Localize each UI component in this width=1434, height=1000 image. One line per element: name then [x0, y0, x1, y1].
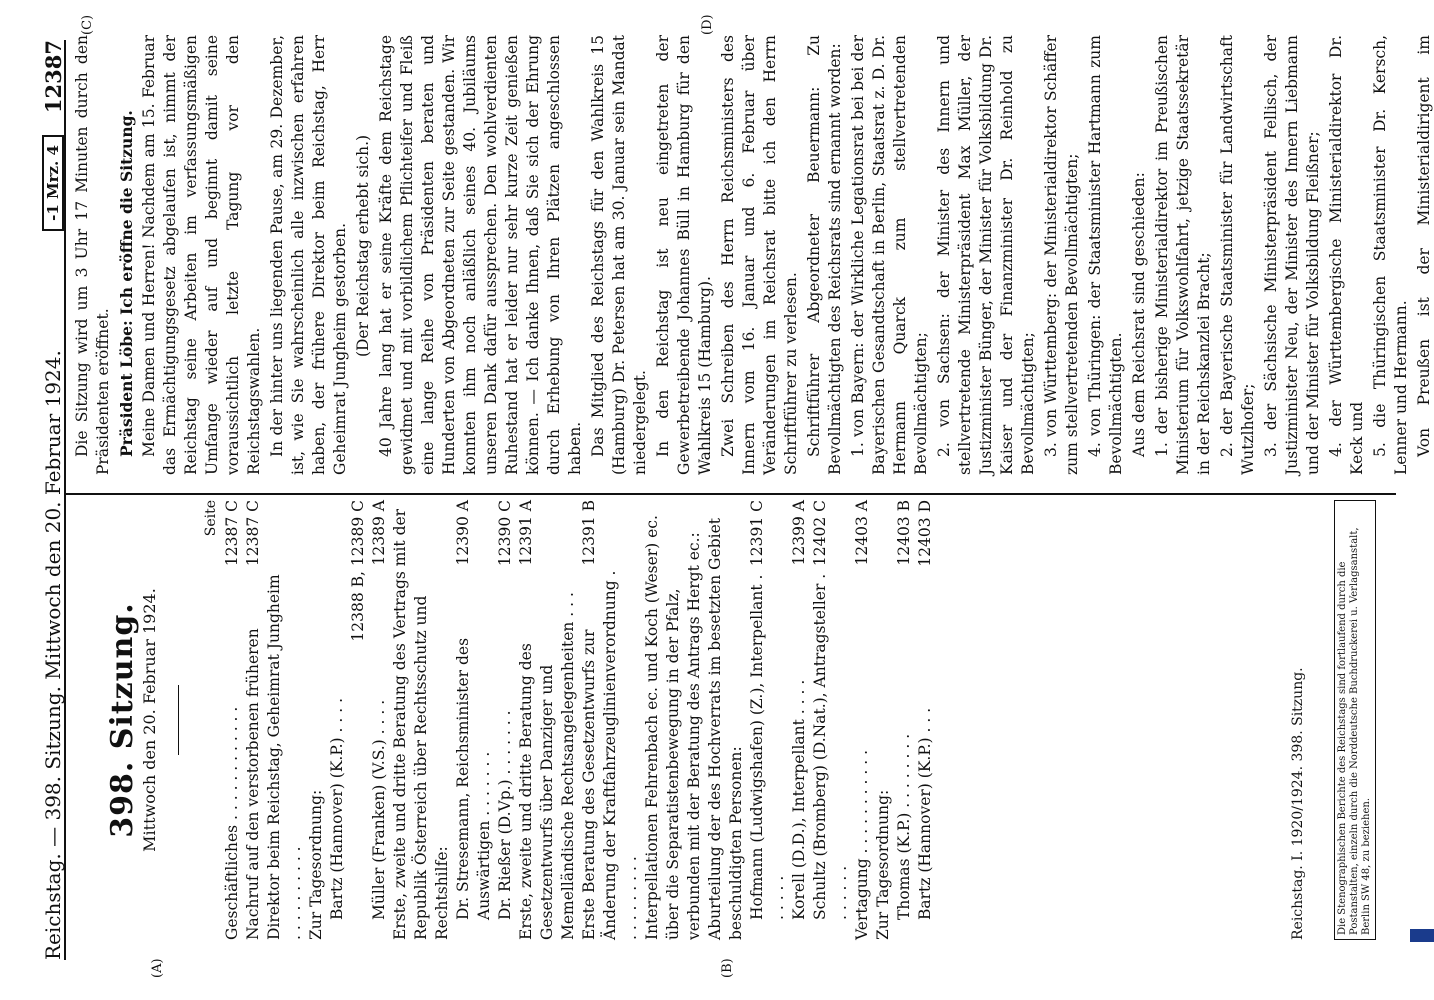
- paragraph: 1. von Bayern: der Wirkliche Legationsrat bei bei der Bayerischen Gesandtschaft in Berlin, Staatsrat z. D. Dr. Hermann Quarck zum stellvertretenden Bevollmächtigten;: [849, 35, 930, 475]
- toc-entry-page: 12388 B, 12389 C: [349, 500, 367, 642]
- toc-entry-text: Zur Tagesordnung:: [307, 789, 325, 940]
- toc-entry: [327, 500, 348, 940]
- toc-entry: [852, 500, 873, 940]
- seite-label: Seite: [203, 500, 219, 537]
- paragraph: 1. der bisherige Ministerialdirektor im Preußischen Ministerium für Volkswohlfahrt, jetzige Staatssekretär in der Reichskanzlei Bracht;: [1153, 35, 1213, 475]
- toc-entry: [369, 500, 390, 940]
- toc-entry: [243, 500, 306, 940]
- paragraph: 40 Jahre lang hat er seine Kräfte dem Reichstage gewidmet und mit vorbildlichem Pflichteifer und Fleiß eine lange Reihe von Präsidenten beraten und Hunderten von Abgeordneten zur Seite gestanden. Wir konnten ihm noch anläßlich seines 40. Jubiläums unseren Dank dafür aussprechen. Den wohlverdienten Ruhestand hat er leider nur sehr kurze Zeit genießen können. — Ich danke Ihnen, daß Sie sich der Ehrung durch Erhebung von Ihren Plätzen angeschlossen haben.: [377, 35, 584, 475]
- toc-entry-text: Hofmann (Ludwigshafen) (Z.), Interpellant . . . . . .: [748, 574, 787, 920]
- toc-entry-text: Interpellationen Fehrenbach ec. und Koch (Weser) ec. über die Separatistenbewegung in der Pfalz, verbunden mit der Beratung des Antrags Hergt ec.: Aburteilung der des Hochverrats im besetzten Gebiet beschuldigten Personen:: [643, 515, 745, 940]
- paragraph: 3. der Sächsische Ministerpräsident Fellisch, der Justizminister Neu, der Minister des Innern Liebmann und der Minister für Volksbildung Fleißner;: [1262, 35, 1322, 475]
- paragraph: Von Preußen ist der Ministerialdirigent im: [1415, 35, 1433, 457]
- toc-entry: [306, 500, 327, 940]
- paragraph: 2. von Sachsen: der Minister des Innern und stellvertretende Ministerpräsident Max Müller, der Justizminister Bünger, der Minister für Volksbildung Dr. Kaiser und der Finanzminister Dr. Reinhold zu Bevollmächtigten;: [935, 35, 1037, 475]
- toc-entry-text: Vertagung . . . . . . . . . . .: [853, 749, 871, 940]
- toc-entry-page: 12389 A: [370, 500, 388, 566]
- toc-entry: [894, 500, 915, 940]
- toc-entry-text: Erste, zweite und dritte Beratung des Vertrags mit der Republik Österreich über Rechtsschutz und Rechtshilfe:: [391, 508, 451, 940]
- toc-entry-text: Bartz (Hannover) (K.P.) . . .: [916, 707, 934, 920]
- toc-entry-page: 12390 C: [496, 500, 514, 567]
- paragraph: Zwei Schreiben des Herrn Reichsministers des Innern vom 16. Januar und 6. Februar über Veränderungen im Reichsrat bitte ich den Herrn Schriftführer zu verlesen.: [719, 35, 800, 475]
- left-footer: [1290, 500, 1376, 940]
- receipt-stamp: -1 Mrz. 4: [42, 135, 64, 231]
- paragraph: Meine Damen und Herren! Nachdem am 15. Februar das Ermächtigungsgesetz abgelaufen ist, nimmt der Reichstag seine Arbeiten im verfassungsmäßigen Umfange wieder auf und beginnt damit seine voraussichtlich letzte Tagung vor den Reichstagswahlen.: [140, 35, 263, 475]
- toc-entry: [453, 500, 495, 940]
- toc-entry-text: Thomas (K.P.) . . . . . . . .: [895, 733, 913, 920]
- header-title: Reichstag. — 398. Sitzung. Mittwoch den 20. Februar 1924.: [41, 350, 65, 960]
- toc-entry-text: Erste Beratung des Gesetzentwurfs zur Änderung der Kraftfahrzeuglinienverordnung . . . . . . . . . .: [580, 570, 640, 940]
- right-column: [72, 35, 1434, 475]
- paragraph: Aus dem Reichsrat sind geschieden:: [1130, 172, 1148, 457]
- margin-mark-a: (A): [150, 958, 165, 978]
- toc-entry-text: Bartz (Hannover) (K.P.) . . . .: [328, 697, 346, 920]
- toc-entry-text: Schultz (Bromberg) (D.Nat.), Antragsteller . . . . . . .: [811, 573, 850, 920]
- paragraph: Das Mitglied des Reichstags für den Wahlkreis 15 (Hamburg) Dr. Petersen hat am 30. Januar sein Mandat niedergelegt.: [589, 35, 649, 475]
- margin-mark-d: (D): [700, 14, 715, 35]
- page-number: 12387: [40, 40, 66, 114]
- session-date: Mittwoch den 20. Februar 1924.: [140, 588, 159, 852]
- toc-entry-text: Korell (D.D.), Interpellant . . . .: [790, 679, 808, 920]
- distribution-note: Die Stenographischen Berichte des Reichstags sind fortlaufend durch die Postanstalten, einzeln durch die Norddeutsche Buchdruckerei u. Verlagsanstalt, Berlin SW 48, zu beziehen.: [1334, 500, 1376, 940]
- toc-entry-text: Geschäftliches . . . . . . . . . . . .: [223, 706, 241, 940]
- toc-entry-page: 12387 C: [223, 500, 241, 567]
- margin-mark-b: (B): [720, 958, 735, 978]
- paragraph: (Der Reichstag erhebt sich.): [354, 134, 372, 358]
- toc-entry-text: Dr. Rießer (D.Vp.) . . . . . . .: [496, 710, 514, 920]
- header-rule: [64, 40, 66, 960]
- footer-line: Reichstag. I. 1920/1924. 398. Sitzung.: [1290, 667, 1306, 940]
- toc-entry: [222, 500, 243, 940]
- toc-entry-page: 12391 C: [748, 500, 766, 567]
- toc-entry-text: Zur Tagesordnung:: [874, 789, 892, 940]
- toc-entry: [390, 500, 453, 940]
- paragraph: In den Reichstag ist neu eingetreten der Gewerbetreibende Johannes Büll in Hamburg für den Wahlkreis 15 (Hamburg).: [654, 35, 714, 475]
- toc-entry: [495, 500, 516, 940]
- toc-entry: [642, 500, 747, 940]
- toc-entry-page: 12399 A: [790, 500, 808, 566]
- toc-entry-page: 12403 A: [853, 500, 871, 566]
- paragraph: In der hinter uns liegenden Pause, am 29. Dezember, ist, wie Sie wahrscheinlich alle inzwischen erfahren haben, der frühere Direktor beim Reichstag, Herr Geheimrat Jungheim gestorben.: [268, 35, 349, 475]
- toc-entry-page: 12391 B: [580, 500, 598, 566]
- toc-entry-page: 12403 B: [895, 500, 913, 566]
- toc-entry: [915, 500, 936, 940]
- toc-entry: [516, 500, 579, 940]
- digitization-sidebar: [1398, 60, 1420, 960]
- toc-entry-text: Dr. Stresemann, Reichsminister des Auswärtigen . . . . . . .: [454, 637, 493, 920]
- paragraph: Schriftführer Abgeordneter Beuermann: Zu Bevollmächtigten des Reichsrats sind ernannt worden:: [805, 35, 844, 475]
- paragraph: 5. die Thüringischen Staatsminister Dr. Kersch, Lenner und Hermann.: [1371, 35, 1410, 475]
- proceedings-text: [72, 35, 1434, 475]
- toc-entry: [873, 500, 894, 940]
- toc-entry: [348, 500, 369, 940]
- margin-mark-c: (C): [80, 14, 95, 35]
- paragraph: 3. von Württemberg: der Ministerialdirektor Schäffer zum stellvertretenden Bevollmächtigten;: [1042, 35, 1081, 475]
- paragraph: Präsident Löbe: Ich eröffne die Sitzung.: [117, 110, 136, 457]
- paragraph: 4. von Thüringen: der Staatsminister Hartmann zum Bevollmächtigten.: [1086, 35, 1125, 475]
- toc-entry-page: 12402 C: [811, 500, 829, 567]
- paragraph: 2. der Bayerische Staatsminister für Landwirtschaft Wutzlhofer;: [1218, 35, 1257, 475]
- table-of-contents: [222, 500, 936, 940]
- toc-entry-text: Müller (Franken) (V.S.) . . . .: [370, 699, 388, 920]
- left-column: [72, 500, 936, 940]
- toc-entry-text: Erste, zweite und dritte Beratung des Gesetzentwurfs über Danziger und Memelländische Rechtsangelegenheiten . . .: [517, 592, 577, 940]
- dfg-badge: [1410, 929, 1434, 942]
- toc-entry-page: 12387 C: [244, 500, 262, 567]
- toc-entry-page: 12391 A: [517, 500, 535, 566]
- toc-entry-page: 12403 D: [916, 500, 934, 567]
- toc-entry-page: 12390 A: [454, 500, 472, 566]
- title-separator: [178, 685, 179, 755]
- paragraph: 4. der Württembergische Ministerialdirektor Dr. Keck und: [1327, 35, 1366, 475]
- toc-entry: [747, 500, 789, 940]
- toc-entry: [789, 500, 810, 940]
- toc-entry: [579, 500, 642, 940]
- session-title: 398. Sitzung.: [105, 602, 140, 838]
- toc-entry: [810, 500, 852, 940]
- toc-entry-text: Nachruf auf den verstorbenen früheren Direktor beim Reichstag, Geheimrat Jungheim . . . . . . . . . .: [244, 574, 304, 940]
- paragraph: Die Sitzung wird um 3 Uhr 17 Minuten durch den Präsidenten eröffnet.: [73, 35, 112, 475]
- column-divider: [66, 493, 1396, 495]
